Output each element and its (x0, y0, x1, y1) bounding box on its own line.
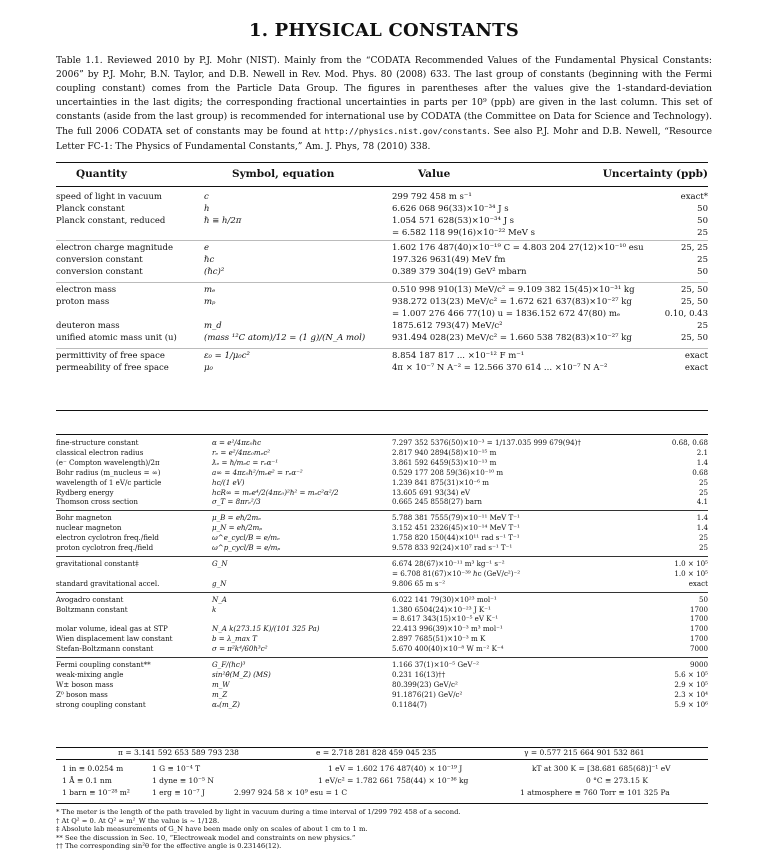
value-cell: 6.022 141 79(30)×10²³ mol⁻¹ (392, 595, 497, 604)
uncertainty-cell: 25 (697, 255, 708, 265)
symbol-cell: ƛₑ = ℏ/mₑc = rₑα⁻¹ (212, 458, 279, 467)
value-cell: 9.578 833 92(24)×10⁷ rad s⁻¹ T⁻¹ (392, 543, 513, 552)
quantity-cell: Boltzmann constant (56, 605, 128, 614)
quantity-cell: conversion constant (56, 267, 143, 277)
conv-atmosphere: 1 atmosphere ≡ 760 Torr ≡ 101 325 Pa (520, 788, 670, 797)
value-cell: 9.806 65 m s⁻² (392, 579, 446, 588)
header-uncertainty: Uncertainty (ppb) (602, 168, 708, 180)
table-row (56, 634, 708, 643)
uncertainty-cell: 0.68, 0.68 (671, 438, 708, 447)
symbol-cell: (mass ¹²C atom)/12 = (1 g)/(N_A mol) (204, 333, 366, 343)
table-row (56, 690, 708, 699)
quantity-cell: weak-mixing angle (56, 670, 124, 679)
quantity-cell: conversion constant (56, 255, 143, 265)
symbol-cell: c (204, 192, 209, 202)
quantity-cell: classical electron radius (56, 448, 144, 457)
symbol-cell: αₛ(m_Z) (212, 700, 240, 709)
table-row (56, 438, 708, 447)
quantity-cell: Avogadro constant (56, 595, 124, 604)
header-value: Value (418, 168, 451, 180)
quantity-cell: proton cyclotron freq./field (56, 543, 154, 552)
symbol-cell: ℏc (204, 255, 215, 265)
symbol-cell: g_N (212, 579, 227, 588)
uncertainty-cell: 50 (698, 595, 708, 604)
group-divider (56, 282, 708, 283)
symbol-cell: σ_T = 8πrₑ²/3 (212, 497, 261, 506)
uncertainty-cell: 25, 50 (680, 333, 708, 343)
math-row-bottom-rule (56, 759, 708, 760)
table1-bottom-rule (56, 410, 708, 411)
value-cell: 1.239 841 875(31)×10⁻⁶ m (392, 478, 489, 487)
uncertainty-cell: 25, 50 (680, 297, 708, 307)
value-cell: 938.272 013(23) MeV/c² = 1.672 621 637(83)×10⁻²⁷ kg (392, 297, 632, 307)
table2-top-rule (56, 434, 708, 435)
value-cell: 0.529 177 208 59(36)×10⁻¹⁰ m (392, 468, 504, 477)
value-cell: 4π × 10⁻⁷ N A⁻² = 12.566 370 614 ... ×10⁻⁷ N A⁻² (392, 363, 608, 373)
group-divider (56, 510, 708, 511)
value-cell: 2.817 940 2894(58)×10⁻¹⁵ m (392, 448, 497, 457)
value-cell: 6.674 28(67)×10⁻¹¹ m³ kg⁻¹ s⁻² (392, 559, 505, 568)
symbol-cell: μ_N = eℏ/2mₚ (212, 523, 263, 532)
conv-barn: 1 barn ≡ 10⁻²⁸ m² (62, 788, 130, 797)
footnote-weak-mixing: †† The corresponding sin²θ for the effective angle is 0.23146(12). (56, 842, 282, 851)
value-cell: 1875.612 793(47) MeV/c² (392, 321, 503, 331)
uncertainty-cell: 0.10, 0.43 (664, 309, 708, 319)
conv-erg: 1 erg ≡ 10⁻⁷ J (152, 788, 205, 797)
conv-kt: kT at 300 K = [38.681 685(68)]⁻¹ eV (532, 764, 671, 773)
footnotes (56, 808, 708, 851)
quantity-cell: electron cyclotron freq./field (56, 533, 159, 542)
symbol-cell: hcR∞ = mₑe⁴/2(4πε₀)²ℏ² = mₑc²α²/2 (212, 488, 339, 497)
page-title: 1. PHYSICAL CONSTANTS (249, 20, 519, 41)
table-row (56, 497, 708, 506)
uncertainty-cell: 25 (698, 533, 708, 542)
quantity-cell: Thomson cross section (56, 497, 138, 506)
uncertainty-cell: 1.0 × 10⁵ (674, 569, 708, 578)
quantity-cell: molar volume, ideal gas at STP (56, 624, 168, 633)
symbol-cell: e (204, 243, 210, 253)
symbol-cell: b = λ_max T (212, 634, 257, 643)
uncertainty-cell: exact (684, 351, 708, 361)
table-row (56, 595, 708, 604)
uncertainty-cell: 1.4 (696, 523, 708, 532)
table-row (56, 468, 708, 477)
quantity-cell: nuclear magneton (56, 523, 122, 532)
value-cell: = 6.708 81(67)×10⁻³⁹ ℏc (GeV/c²)⁻² (392, 569, 521, 578)
value-cell: = 8.617 343(15)×10⁻⁵ eV K⁻¹ (392, 614, 499, 623)
symbol-cell: mₚ (204, 297, 216, 307)
group-divider (56, 556, 708, 557)
conv-angstrom: 1 Å ≡ 0.1 nm (62, 776, 112, 785)
group-divider (56, 240, 708, 241)
conversion-row-2 (56, 776, 708, 786)
intro-paragraph (56, 54, 712, 154)
symbol-cell: ω^e_cycl/B = e/mₑ (212, 533, 280, 542)
symbol-cell: N_A k(273.15 K)/(101 325 Pa) (212, 624, 320, 633)
table-row (56, 533, 708, 542)
conversion-row-1 (56, 764, 708, 774)
symbol-cell: m_d (204, 321, 222, 331)
uncertainty-cell: 50 (697, 216, 708, 226)
gamma-value: γ = 0.577 215 664 901 532 861 (524, 748, 645, 757)
value-cell: 299 792 458 m s⁻¹ (392, 192, 472, 202)
table-row (56, 605, 708, 614)
symbol-cell: m_Z (212, 690, 228, 699)
value-cell: = 6.582 118 99(16)×10⁻²² MeV s (392, 228, 535, 238)
uncertainty-cell: 2.1 (696, 448, 708, 457)
quantity-cell: unified atomic mass unit (u) (56, 333, 177, 343)
value-cell: 7.297 352 5376(50)×10⁻³ = 1/137.035 999 679(94)† (392, 438, 581, 447)
quantity-cell: Bohr radius (m_nucleus = ∞) (56, 468, 161, 477)
uncertainty-cell: 2.9 × 10⁵ (674, 680, 708, 689)
uncertainty-cell: 1700 (689, 605, 708, 614)
uncertainty-cell: 1.4 (696, 513, 708, 522)
value-cell: 5.788 381 7555(79)×10⁻¹¹ MeV T⁻¹ (392, 513, 520, 522)
footnote-fermi: ** See the discussion in Sec. 10, “Electroweak model and constraints on new physics.” (56, 833, 356, 842)
symbol-cell: α = e²/4πε₀ℏc (212, 438, 262, 447)
intro-text-after-url: . See also P.J. Mohr and D.B. Newell, “Resource Letter FC-1: The Physics of Fundamental Constants,” Am. J. Phys, 78 (2010) 338. (56, 127, 712, 152)
symbol-cell: mₑ (204, 285, 216, 295)
value-cell: 0.665 245 8558(27) barn (392, 497, 482, 506)
value-cell: 1.602 176 487(40)×10⁻¹⁹ C = 4.803 204 27(12)×10⁻¹⁰ esu (392, 243, 644, 253)
conv-celsius: 0 °C ≡ 273.15 K (586, 776, 648, 785)
uncertainty-cell: 2.3 × 10⁴ (674, 690, 708, 699)
table-row (56, 488, 708, 497)
uncertainty-cell: 25 (698, 543, 708, 552)
symbol-cell: (ℏc)² (204, 267, 225, 277)
symbol-cell: ω^p_cycl/B = e/mₚ (212, 543, 281, 552)
uncertainty-cell: 25 (697, 321, 708, 331)
value-cell: 22.413 996(39)×10⁻³ m³ mol⁻¹ (392, 624, 503, 633)
uncertainty-cell: 25, 25 (680, 243, 708, 253)
uncertainty-cell: 1700 (689, 634, 708, 643)
header-bottom-rule (56, 186, 708, 187)
quantity-cell: gravitational constant‡ (56, 559, 139, 568)
group-divider (56, 348, 708, 349)
quantity-cell: (e⁻ Compton wavelength)/2π (56, 458, 160, 467)
uncertainty-cell: 25 (698, 478, 708, 487)
symbol-cell: h (204, 204, 210, 214)
table-row (56, 624, 708, 633)
constants-url-link[interactable]: http://physics.nist.gov/constants (324, 126, 487, 137)
table-row (56, 333, 708, 346)
uncertainty-cell: 50 (697, 267, 708, 277)
quantity-cell: Planck constant, reduced (56, 216, 166, 226)
value-cell: 0.510 998 910(13) MeV/c² = 9.109 382 15(45)×10⁻³¹ kg (392, 285, 635, 295)
conv-ev-joule: 1 eV = 1.602 176 487(40) × 10⁻¹⁹ J (328, 764, 463, 773)
quantity-cell: Fermi coupling constant** (56, 660, 151, 669)
table-row (56, 478, 708, 487)
math-constants-row (56, 748, 708, 758)
conv-ev-kg: 1 eV/c² = 1.782 661 758(44) × 10⁻³⁶ kg (318, 776, 469, 785)
uncertainty-cell: 1700 (689, 614, 708, 623)
value-cell: 3.152 451 2326(45)×10⁻¹⁴ MeV T⁻¹ (392, 523, 520, 532)
symbol-cell: a∞ = 4πε₀ℏ²/mₑe² = rₑα⁻² (212, 468, 303, 477)
conv-gauss: 1 G ≡ 10⁻⁴ T (152, 764, 201, 773)
value-cell: 0.389 379 304(19) GeV² mbarn (392, 267, 527, 277)
symbol-cell: μ_B = eℏ/2mₑ (212, 513, 261, 522)
symbol-cell: ℏ ≡ h/2π (204, 216, 242, 226)
symbol-cell: G_N (212, 559, 228, 568)
intro-text-before-url: Table 1.1. Reviewed 2010 by P.J. Mohr (NIST). Mainly from the “CODATA Recommended Values of the Fundamental Physical Constants: 2006” by P.J. Mohr, B.N. Taylor, and D.B. Newell in Rev. Mod. Phys. 80 (2008) 633. The last group of constants (beginning with the Fermi coupling constant) comes from the Particle Data Group. The figures in parentheses after the values give the 1-standard-deviation uncertainties in the last digits; the corresponding fractional uncertainties in parts per 10⁹ (ppb) are given in the last column. This set of constants (aside from the last group) is recommended for international use by CODATA (the Committee on Data for Science and Technology). The full 2006 CODATA set of constants may be found at (56, 56, 712, 138)
table-row (56, 543, 708, 552)
quantity-cell: standard gravitational accel. (56, 579, 160, 588)
uncertainty-cell: 0.68 (692, 468, 708, 477)
quantity-cell: Wien displacement law constant (56, 634, 173, 643)
uncertainty-cell: 50 (697, 204, 708, 214)
value-cell: 0.1184(7) (392, 700, 427, 709)
group-divider (56, 657, 708, 658)
table-row (56, 523, 708, 532)
quantity-cell: W± boson mass (56, 680, 114, 689)
header-symbol: Symbol, equation (232, 168, 335, 180)
quantity-cell: permeability of free space (56, 363, 169, 373)
value-cell: 5.670 400(40)×10⁻⁸ W m⁻² K⁻⁴ (392, 644, 504, 653)
value-cell: 1.758 820 150(44)×10¹¹ rad s⁻¹ T⁻¹ (392, 533, 520, 542)
value-cell: 931.494 028(23) MeV/c² = 1.660 538 782(83)×10⁻²⁷ kg (392, 333, 632, 343)
uncertainty-cell: 9000 (689, 660, 708, 669)
symbol-cell: ε₀ = 1/μ₀c² (204, 351, 250, 361)
value-cell: 197.326 9631(49) MeV fm (392, 255, 506, 265)
footnote-top-rule (56, 803, 708, 804)
conv-dyne: 1 dyne ≡ 10⁻⁵ N (152, 776, 214, 785)
conversion-row-3 (56, 788, 708, 798)
quantity-cell: Stefan-Boltzmann constant (56, 644, 154, 653)
quantity-cell: Planck constant (56, 204, 125, 214)
table-row (56, 700, 708, 709)
e-value: e = 2.718 281 828 459 045 235 (316, 748, 437, 757)
quantity-cell: electron mass (56, 285, 117, 295)
conv-inch: 1 in ≡ 0.0254 m (62, 764, 124, 773)
quantity-cell: permittivity of free space (56, 351, 165, 361)
table-row (56, 670, 708, 679)
uncertainty-cell: 1.0 × 10⁵ (674, 559, 708, 568)
quantity-cell: Bohr magneton (56, 513, 112, 522)
table-row (56, 680, 708, 689)
table-top-rule (56, 162, 708, 163)
quantity-cell: deuteron mass (56, 321, 120, 331)
quantity-cell: electron charge magnitude (56, 243, 173, 253)
value-cell: 1.380 6504(24)×10⁻²³ J K⁻¹ (392, 605, 491, 614)
table-row (56, 569, 708, 578)
quantity-cell: wavelength of 1 eV/c particle (56, 478, 162, 487)
table-row (56, 644, 708, 653)
symbol-cell: rₑ = e²/4πε₀mₑc² (212, 448, 271, 457)
value-cell: 3.861 592 6459(53)×10⁻¹³ m (392, 458, 497, 467)
uncertainty-cell: 4.1 (696, 497, 708, 506)
footnote-fine-structure: † At Q² = 0. At Q² ≈ m²_W the value is ~ 1/128. (56, 816, 220, 825)
uncertainty-cell: 1700 (689, 624, 708, 633)
symbol-cell: N_A (212, 595, 227, 604)
symbol-cell: σ = π²k⁴/60ℏ³c² (212, 644, 268, 653)
symbol-cell: hc/(1 eV) (212, 478, 245, 487)
uncertainty-cell: 25, 50 (680, 285, 708, 295)
value-cell: 1.054 571 628(53)×10⁻³⁴ J s (392, 216, 515, 226)
value-cell: 13.605 691 93(34) eV (392, 488, 471, 497)
quantity-cell: fine-structure constant (56, 438, 139, 447)
uncertainty-cell: exact (684, 363, 708, 373)
table-row (56, 458, 708, 467)
value-cell: 91.1876(21) GeV/c² (392, 690, 463, 699)
value-cell: = 1.007 276 466 77(10) u = 1836.152 672 47(80) mₑ (392, 309, 621, 319)
uncertainty-cell: exact* (680, 192, 708, 202)
table-row (56, 448, 708, 457)
footnote-gravitational: ‡ Absolute lab measurements of G_N have been made only on scales of about 1 cm to 1 m. (56, 825, 368, 834)
value-cell: 1.166 37(1)×10⁻⁵ GeV⁻² (392, 660, 480, 669)
uncertainty-cell: 5.6 × 10⁵ (674, 670, 708, 679)
uncertainty-cell: 1.4 (696, 458, 708, 467)
group-divider (56, 592, 708, 593)
uncertainty-cell: exact (688, 579, 708, 588)
table-row (56, 513, 708, 522)
table-row (56, 660, 708, 669)
quantity-cell: Rydberg energy (56, 488, 114, 497)
quantity-cell: speed of light in vacuum (56, 192, 162, 202)
symbol-cell: sin²θ̂(M_Z) (MS) (212, 670, 271, 679)
uncertainty-cell: 25 (698, 488, 708, 497)
quantity-cell: Z⁰ boson mass (56, 690, 108, 699)
value-cell: 0.231 16(13)†† (392, 670, 446, 679)
uncertainty-cell: 25 (697, 228, 708, 238)
value-cell: 80.399(23) GeV/c² (392, 680, 458, 689)
quantity-cell: strong coupling constant (56, 700, 146, 709)
symbol-cell: μ₀ (204, 363, 213, 373)
symbol-cell: G_F/(ℏc)³ (212, 660, 246, 669)
pi-value: π = 3.141 592 653 589 793 238 (118, 748, 239, 757)
quantity-cell: proton mass (56, 297, 110, 307)
uncertainty-cell: 7000 (689, 644, 708, 653)
footnote-speed-of-light: * The meter is the length of the path traveled by light in vacuum during a time interval of 1/299 792 458 of a second. (56, 808, 461, 816)
symbol-cell: k (212, 605, 217, 614)
symbol-cell: m_W (212, 680, 230, 689)
table-row (56, 363, 708, 376)
conv-esu: 2.997 924 58 × 10⁹ esu = 1 C (234, 788, 348, 797)
value-cell: 8.854 187 817 ... ×10⁻¹² F m⁻¹ (392, 351, 525, 361)
table-row (56, 579, 708, 588)
table-row (56, 267, 708, 280)
value-cell: 2.897 7685(51)×10⁻³ m K (392, 634, 486, 643)
uncertainty-cell: 5.9 × 10⁶ (674, 700, 708, 709)
table-row (56, 559, 708, 568)
header-quantity: Quantity (76, 168, 128, 180)
value-cell: 6.626 068 96(33)×10⁻³⁴ J s (392, 204, 509, 214)
table-row (56, 614, 708, 623)
